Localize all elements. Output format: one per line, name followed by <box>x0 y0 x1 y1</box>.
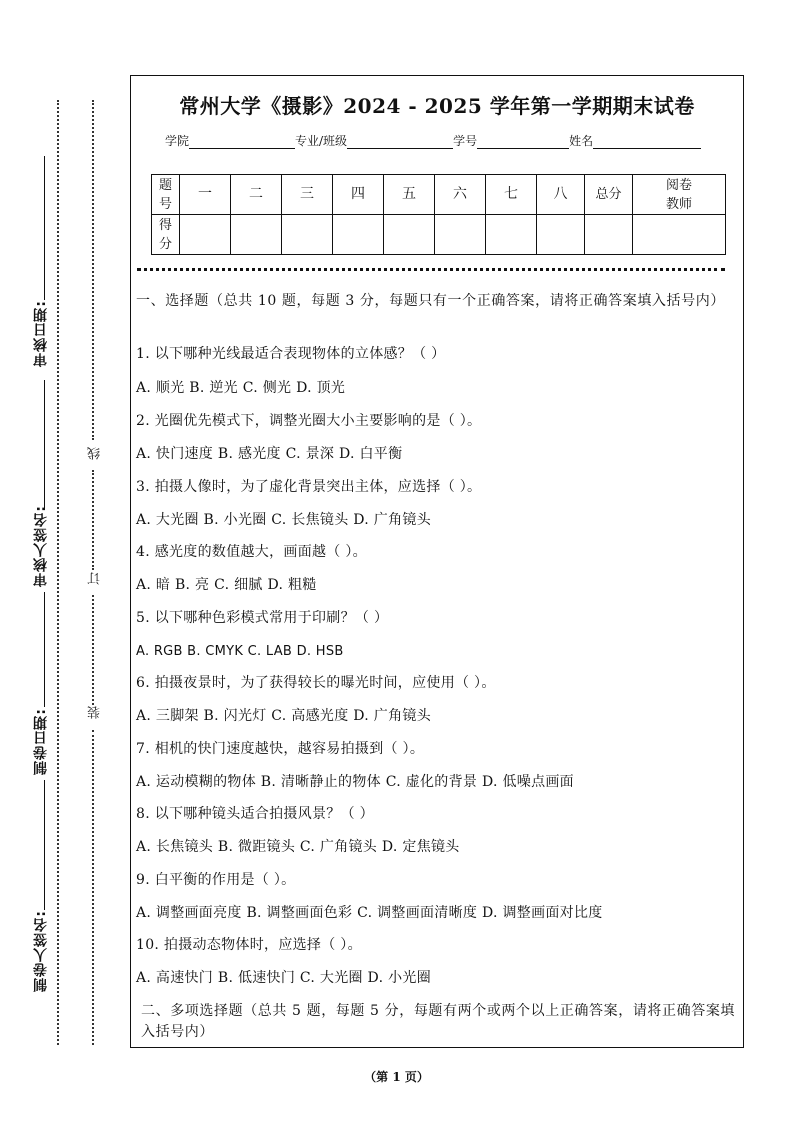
section-1-heading: 一、选择题（总共 10 题，每题 3 分，每题只有一个正确答案，请将正确答案填入括号内） <box>136 293 725 309</box>
score-table-score-row <box>152 215 726 255</box>
binding-char-ding: 订 <box>88 572 103 585</box>
question-8-options: A. 长焦镜头 B. 微距镜头 C. 广角镜头 D. 定焦镜头 <box>136 839 460 855</box>
score-cell[interactable] <box>282 215 333 255</box>
question-9: 9. 白平衡的作用是（ ）。 <box>136 872 296 888</box>
column-header: 八 <box>537 175 585 215</box>
college-label: 学院 <box>165 134 190 148</box>
binding-rule-1 <box>44 156 45 300</box>
major-class-field[interactable] <box>347 135 453 149</box>
question-1: 1. 以下哪种光线最适合表现物体的立体感？（ ） <box>136 346 446 362</box>
question-7-options: A. 运动模糊的物体 B. 清晰静止的物体 C. 虚化的背景 D. 低噪点画面 <box>136 774 574 790</box>
question-5-options: A. RGB B. CMYK C. LAB D. HSB <box>136 644 344 659</box>
question-10: 10. 拍摄动态物体时，应选择（ ）。 <box>136 937 362 953</box>
binding-dotted-line-inner-1 <box>92 100 94 440</box>
reviewer-header: 阅卷教师 <box>633 175 726 215</box>
question-6-options: A. 三脚架 B. 闪光灯 C. 高感光度 D. 广角镜头 <box>136 708 431 724</box>
reviewer-signature-cell[interactable] <box>633 215 726 255</box>
question-2-options: A. 快门速度 B. 感光度 C. 景深 D. 白平衡 <box>136 446 403 462</box>
question-2: 2. 光圈优先模式下，调整光圈大小主要影响的是（ ）。 <box>136 413 482 429</box>
college-field[interactable] <box>189 135 295 149</box>
column-header: 五 <box>384 175 435 215</box>
question-6: 6. 拍摄夜景时，为了获得较长的曝光时间，应使用（ ）。 <box>136 675 496 691</box>
question-8: 8. 以下哪种镜头适合拍摄风景？（ ） <box>136 806 374 822</box>
binding-dotted-line-outer <box>57 100 59 1045</box>
score-cell[interactable] <box>435 215 486 255</box>
binding-dotted-line-inner-4 <box>92 730 94 1045</box>
column-header: 七 <box>486 175 537 215</box>
total-score-cell[interactable] <box>585 215 633 255</box>
score-cell[interactable] <box>231 215 282 255</box>
column-header: 六 <box>435 175 486 215</box>
question-9-options: A. 调整画面亮度 B. 调整画面色彩 C. 调整画面清晰度 D. 调整画面对比度 <box>136 905 603 921</box>
page-number: （第 1 页） <box>364 1070 429 1084</box>
score-cell[interactable] <box>486 215 537 255</box>
column-header: 三 <box>282 175 333 215</box>
question-10-options: A. 高速快门 B. 低速快门 C. 大光圈 D. 小光圈 <box>136 970 431 986</box>
question-number-label: 题号 <box>152 175 180 215</box>
exam-frame <box>130 75 744 1048</box>
binding-rule-4 <box>44 780 45 910</box>
score-cell[interactable] <box>180 215 231 255</box>
question-3: 3. 拍摄人像时，为了虚化背景突出主体，应选择（ ）。 <box>136 479 482 495</box>
binding-char-xian: 线 <box>88 447 103 460</box>
student-id-label: 学号 <box>453 134 478 148</box>
column-header: 二 <box>231 175 282 215</box>
exam-title: 常州大学《摄影》2024 - 2025 学年第一学期期末试卷 <box>179 94 695 118</box>
column-header: 一 <box>180 175 231 215</box>
compiler-signature-label: 制卷人签名: <box>33 910 49 992</box>
question-4-options: A. 暗 B. 亮 C. 细腻 D. 粗糙 <box>136 577 317 593</box>
binding-rule-3 <box>44 592 45 707</box>
binding-dotted-line-inner-3 <box>92 595 94 705</box>
score-cell[interactable] <box>384 215 435 255</box>
score-table <box>151 174 726 255</box>
compile-date-label: 制卷日期: <box>33 708 49 775</box>
score-cell[interactable] <box>537 215 585 255</box>
total-score-header: 总分 <box>585 175 633 215</box>
name-label: 姓名 <box>569 134 594 148</box>
binding-char-zhuang: 装 <box>88 706 103 719</box>
column-header: 四 <box>333 175 384 215</box>
binding-dotted-line-inner-2 <box>92 470 94 570</box>
student-id-field[interactable] <box>477 135 569 149</box>
score-cell[interactable] <box>333 215 384 255</box>
name-field[interactable] <box>593 135 701 149</box>
major-class-label: 专业/班级 <box>295 134 348 148</box>
question-1-options: A. 顺光 B. 逆光 C. 侧光 D. 顶光 <box>136 380 346 396</box>
question-3-options: A. 大光圈 B. 小光圈 C. 长焦镜头 D. 广角镜头 <box>136 512 431 528</box>
binding-rule-2 <box>44 380 45 510</box>
review-date-label: 审核日期: <box>33 300 49 367</box>
question-4: 4. 感光度的数值越大，画面越（ ）。 <box>136 544 367 560</box>
question-5: 5. 以下哪种色彩模式常用于印刷？（ ） <box>136 610 389 626</box>
score-label: 得分 <box>152 215 180 255</box>
section-2-heading: 二、多项选择题（总共 5 题，每题 5 分，每题有两个或两个以上正确答案，请将正确答案填入括号内） <box>141 1003 736 1040</box>
question-7: 7. 相机的快门速度越快，越容易拍摄到（ ）。 <box>136 741 425 757</box>
student-info-row <box>165 132 701 149</box>
score-table-header-row <box>152 175 726 215</box>
reviewer-signature-label: 审核人签名: <box>33 505 49 587</box>
dotted-separator <box>137 268 725 271</box>
